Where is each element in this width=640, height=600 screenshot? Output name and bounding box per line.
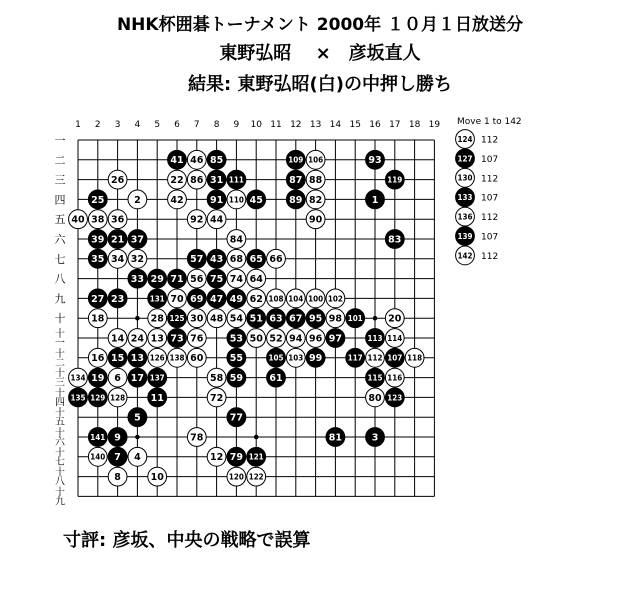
broadcast-title: NHK杯囲碁トーナメント 2000年 １０月１日放送分 [116, 15, 524, 35]
column-label: 10 [250, 120, 262, 130]
black-move-number: 107 [387, 353, 403, 363]
white-move-number: 18 [91, 313, 105, 325]
black-move-number: 57 [190, 254, 204, 266]
black-move-number: 23 [110, 293, 125, 305]
black-move-number: 59 [229, 373, 244, 385]
white-move-number: 56 [190, 274, 204, 286]
black-move-number: 9 [114, 432, 121, 444]
white-move-number: 104 [288, 294, 304, 304]
black-move-number: 111 [228, 175, 245, 185]
legend-target-move: 107 [481, 232, 499, 243]
white-move-number: 4 [134, 452, 141, 464]
black-move-number: 93 [368, 155, 382, 167]
black-move-number: 29 [150, 274, 164, 286]
white-move-number: 108 [268, 294, 284, 304]
row-label: 十五 [55, 408, 65, 429]
white-move-number: 62 [249, 293, 263, 305]
white-move-number: 26 [110, 175, 125, 187]
black-move-number: 67 [289, 313, 303, 325]
white-move-number: 118 [407, 353, 423, 363]
black-move-number: 55 [229, 353, 244, 365]
white-move-number: 90 [308, 214, 323, 226]
black-move-number: 45 [249, 194, 263, 206]
star-point [254, 435, 259, 440]
column-label: 16 [369, 120, 381, 130]
column-label: 11 [270, 120, 282, 130]
legend-target-move: 112 [481, 135, 499, 146]
black-move-number: 69 [190, 293, 204, 305]
white-move-number: 74 [229, 274, 244, 286]
legend-white-move-number: 136 [457, 212, 473, 222]
black-move-number: 115 [367, 373, 383, 383]
white-move-number: 12 [209, 452, 224, 464]
white-move-number: 66 [269, 254, 283, 266]
row-label: 十八 [55, 467, 65, 488]
row-label: 八 [54, 272, 66, 286]
white-move-number: 60 [190, 353, 204, 365]
black-move-number: 63 [269, 313, 283, 325]
legend-target-move: 107 [481, 154, 499, 165]
black-move-number: 91 [209, 194, 224, 206]
row-label: 三 [54, 173, 66, 187]
white-move-number: 80 [368, 392, 382, 404]
black-move-number: 65 [249, 254, 263, 266]
white-move-number: 6 [114, 373, 121, 385]
black-move-number: 31 [209, 175, 224, 187]
column-label: 15 [349, 120, 361, 130]
column-label: 12 [290, 120, 302, 130]
white-move-number: 34 [110, 254, 125, 266]
white-move-number: 42 [170, 194, 184, 206]
black-move-number: 39 [91, 234, 105, 246]
black-move-number: 99 [308, 353, 323, 365]
white-move-number: 10 [150, 472, 164, 484]
black-move-number: 7 [114, 452, 121, 464]
white-move-number: 82 [308, 194, 323, 206]
black-move-number: 97 [328, 333, 343, 345]
black-move-number: 117 [347, 353, 363, 363]
white-move-number: 28 [150, 313, 164, 325]
row-label: 四 [54, 193, 66, 207]
column-label: 17 [389, 120, 401, 130]
black-move-number: 75 [209, 274, 224, 286]
black-move-number: 123 [387, 393, 403, 403]
black-move-number: 87 [289, 175, 303, 187]
black-move-number: 131 [149, 294, 166, 304]
white-move-number: 22 [170, 175, 184, 187]
players-line: 東野弘昭 × 彦坂直人 [219, 43, 421, 64]
white-move-number: 106 [308, 155, 324, 165]
column-label: 2 [94, 120, 101, 130]
row-label: 十一 [55, 329, 65, 349]
row-label: 十四 [55, 388, 65, 409]
black-move-number: 125 [169, 314, 185, 324]
white-move-number: 20 [388, 313, 402, 325]
white-move-number: 138 [169, 353, 185, 363]
black-move-number: 83 [388, 234, 402, 246]
column-label: 7 [193, 120, 200, 130]
black-move-number: 105 [268, 353, 284, 363]
white-move-number: 120 [228, 472, 245, 482]
column-label: 19 [428, 120, 441, 130]
white-move-number: 58 [209, 373, 224, 385]
black-move-number: 33 [130, 274, 145, 286]
white-move-number: 100 [308, 294, 324, 304]
black-move-number: 73 [170, 333, 184, 345]
white-move-number: 134 [70, 373, 86, 383]
white-move-number: 110 [228, 195, 245, 205]
white-move-number: 114 [387, 333, 403, 343]
black-move-number: 41 [170, 155, 184, 167]
column-label: 6 [174, 120, 180, 130]
black-move-number: 129 [90, 393, 106, 403]
white-move-number: 98 [328, 313, 343, 325]
legend-target-move: 112 [481, 174, 499, 185]
star-point [135, 316, 140, 321]
row-label: 六 [54, 233, 66, 246]
white-move-number: 68 [229, 254, 244, 266]
black-move-number: 3 [371, 432, 379, 444]
row-label: 十二 [55, 348, 65, 369]
black-move-number: 37 [130, 234, 145, 246]
column-label: 3 [114, 120, 121, 130]
white-move-number: 46 [190, 155, 204, 167]
white-move-number: 38 [91, 214, 105, 226]
row-label: 十九 [55, 487, 65, 508]
white-move-number: 140 [90, 452, 106, 462]
white-move-number: 116 [387, 373, 403, 383]
white-move-number: 8 [114, 472, 121, 484]
black-move-number: 35 [91, 254, 105, 266]
white-move-number: 94 [289, 333, 303, 345]
row-label: 十七 [55, 447, 65, 468]
column-label: 4 [134, 120, 141, 130]
column-label: 8 [213, 120, 220, 130]
row-label: 二 [54, 153, 66, 167]
black-move-number: 89 [289, 194, 303, 206]
legend-target-move: 112 [481, 213, 499, 224]
white-move-number: 128 [110, 393, 126, 403]
black-move-number: 25 [91, 194, 105, 206]
white-move-number: 44 [209, 214, 224, 226]
white-move-number: 126 [149, 353, 166, 363]
white-move-number: 72 [209, 392, 224, 404]
row-label: 九 [54, 292, 66, 306]
black-move-number: 49 [229, 293, 244, 305]
legend-title: Move 1 to 142 [457, 117, 522, 127]
star-point [373, 316, 378, 321]
white-move-number: 102 [327, 294, 343, 304]
white-move-number: 76 [190, 333, 204, 345]
black-move-number: 141 [90, 432, 106, 442]
white-move-number: 78 [190, 432, 204, 444]
white-move-number: 40 [71, 214, 85, 226]
black-move-number: 47 [209, 293, 224, 305]
black-move-number: 71 [170, 274, 184, 286]
white-move-number: 112 [367, 353, 383, 363]
row-label: 十三 [55, 368, 65, 389]
star-point [135, 435, 140, 440]
column-label: 14 [329, 120, 342, 130]
white-move-number: 84 [229, 234, 244, 246]
legend-black-move-number: 127 [457, 154, 473, 164]
white-move-number: 2 [134, 194, 141, 206]
black-move-number: 81 [328, 432, 343, 444]
white-move-number: 86 [190, 175, 204, 187]
black-move-number: 61 [269, 373, 283, 385]
black-move-number: 21 [110, 234, 125, 246]
white-move-number: 50 [249, 333, 263, 345]
black-move-number: 77 [229, 412, 244, 424]
column-label: 1 [75, 120, 81, 130]
white-move-number: 14 [110, 333, 125, 345]
black-move-number: 135 [70, 393, 86, 403]
row-label: 十 [54, 312, 66, 326]
white-move-number: 88 [308, 175, 323, 187]
black-move-number: 119 [387, 175, 403, 185]
white-move-number: 52 [269, 333, 283, 345]
row-label: 五 [54, 213, 66, 227]
row-label: 一 [54, 134, 66, 147]
black-move-number: 109 [288, 155, 304, 165]
column-label: 18 [408, 120, 421, 130]
white-move-number: 64 [249, 274, 263, 286]
black-move-number: 43 [209, 254, 224, 266]
white-move-number: 96 [308, 333, 323, 345]
black-move-number: 85 [209, 155, 224, 167]
row-label: 十六 [55, 428, 65, 448]
column-label: 5 [154, 120, 161, 130]
white-move-number: 13 [150, 333, 164, 345]
white-move-number: 16 [91, 353, 105, 365]
black-move-number: 5 [134, 412, 141, 424]
black-move-number: 19 [91, 373, 105, 385]
black-move-number: 79 [229, 452, 244, 464]
black-move-number: 11 [150, 392, 164, 404]
legend-black-move-number: 133 [457, 193, 473, 203]
legend-white-move-number: 130 [457, 173, 473, 183]
black-move-number: 17 [130, 373, 145, 385]
legend-black-move-number: 139 [457, 231, 473, 241]
white-move-number: 24 [130, 333, 145, 345]
legend-target-move: 107 [481, 193, 499, 204]
white-move-number: 92 [190, 214, 204, 226]
white-move-number: 32 [130, 254, 145, 266]
black-move-number: 121 [248, 452, 265, 462]
row-label: 七 [54, 252, 66, 266]
white-move-number: 122 [248, 472, 264, 482]
black-move-number: 27 [91, 293, 105, 305]
black-move-number: 95 [308, 313, 323, 325]
white-move-number: 30 [190, 313, 204, 325]
black-move-number: 53 [229, 333, 244, 345]
black-move-number: 15 [110, 353, 125, 365]
white-move-number: 36 [110, 214, 125, 226]
black-move-number: 113 [367, 333, 383, 343]
black-move-number: 101 [347, 314, 364, 324]
black-move-number: 13 [130, 353, 145, 365]
white-move-number: 103 [288, 353, 304, 363]
column-label: 13 [309, 120, 322, 130]
legend-white-move-number: 124 [457, 134, 473, 144]
black-move-number: 1 [371, 194, 379, 206]
legend-white-move-number: 142 [457, 251, 473, 261]
black-move-number: 137 [149, 373, 165, 383]
white-move-number: 54 [229, 313, 244, 325]
white-move-number: 70 [170, 293, 184, 305]
comment-line: 寸評: 彦坂、中央の戦略で誤算 [63, 530, 311, 551]
legend-target-move: 112 [481, 251, 499, 262]
result-line: 結果: 東野弘昭(白)の中押し勝ち [188, 74, 452, 95]
column-label: 9 [233, 120, 240, 130]
white-move-number: 48 [209, 313, 224, 325]
black-move-number: 51 [249, 313, 263, 325]
